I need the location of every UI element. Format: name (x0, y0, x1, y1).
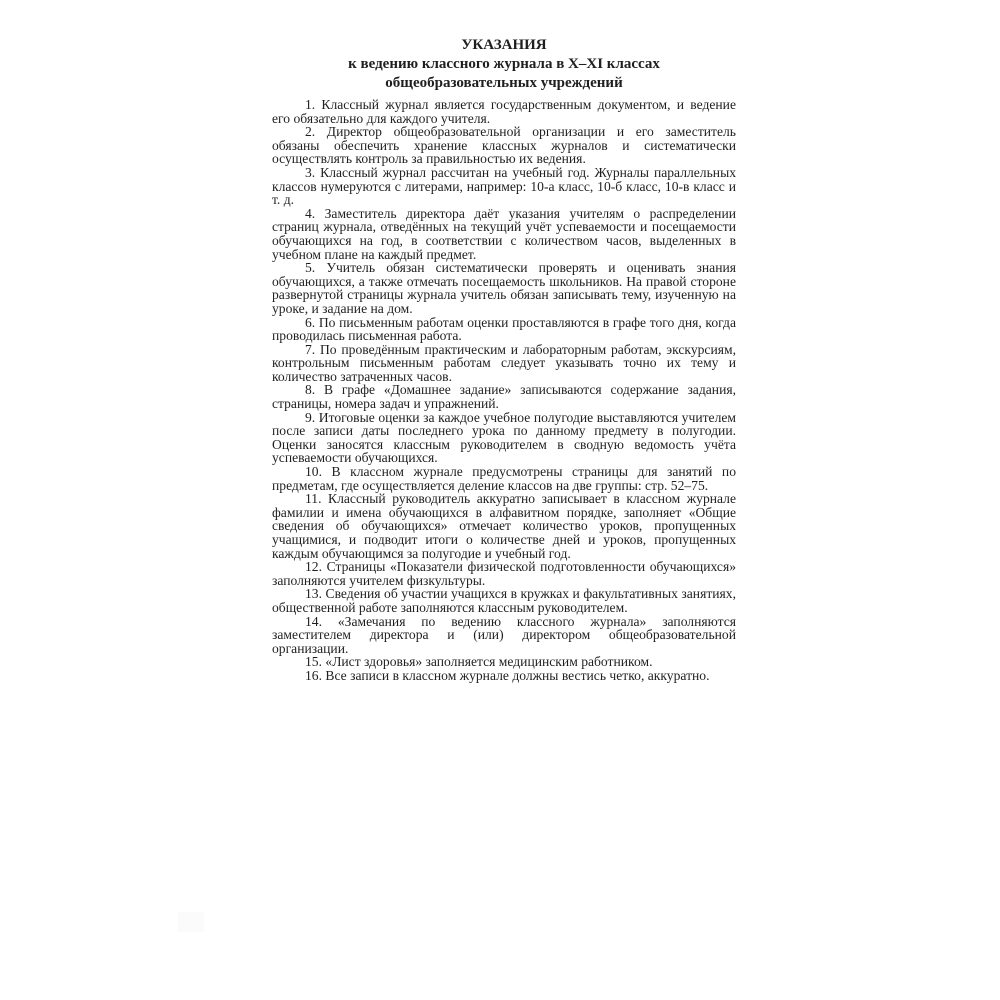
numbered-paragraph: 14. «Замечания по ведению классного журнала» заполняются заместителем директора и (или) директором общеобразовательной организации. (272, 613, 736, 656)
scan-smudge (178, 912, 204, 932)
numbered-paragraph: 7. По проведённым практическим и лабораторным работам, экскурсиям, контрольным письменным работам следует указывать точно их тему и количество затраченных часов. (272, 341, 736, 384)
numbered-paragraph: 9. Итоговые оценки за каждое учебное полугодие выставляются учителем после записи даты последнего урока по данному предмету в полугодии. Оценки заносятся классным руководителем в сводную ведомость учёта успеваемости обучающихся. (272, 409, 736, 466)
numbered-paragraph: 10. В классном журнале предусмотрены страницы для занятий по предметам, где осуществляется деление классов на две группы: стр. 52–75. (272, 464, 736, 493)
document-body (272, 98, 736, 683)
numbered-paragraph: 15. «Лист здоровья» заполняется медицинским работником. (305, 654, 653, 670)
title-line-2: к ведению классного журнала в X–XI классах (348, 56, 660, 72)
numbered-paragraph: 8. В графе «Домашнее задание» записываются содержание задания, страницы, номера задач и упражнений. (272, 382, 736, 412)
numbered-paragraph: 11. Классный руководитель аккуратно записывает в классном журнале фамилии и имена обучающихся в алфавитном порядке, заполняет «Общие сведения об обучающихся» отмечает количество уроков, пропущенных учащимися, и подводит итоги о количестве дней и уроков, пропущенных каждым обучающимся за полугодие и учебный год. (272, 491, 736, 561)
numbered-paragraph: 13. Сведения об участии учащихся в кружках и факультативных занятиях, общественной работе заполняются классным руководителем. (272, 586, 736, 615)
numbered-paragraph: 16. Все записи в классном журнале должны вестись четко, аккуратно. (305, 667, 710, 683)
numbered-paragraph: 6. По письменным работам оценки проставляются в графе того дня, когда проводилась письменная работа. (272, 314, 736, 344)
document (272, 36, 736, 683)
title-line-1: УКАЗАНИЯ (461, 37, 547, 53)
numbered-paragraph: 4. Заместитель директора даёт указания учителям о распределении страниц журнала, отведённых на текущий учёт успеваемости и посещаемости обучающихся на год, в соответствии с количеством часов, выделенных в учебном плане на каждый предмет. (272, 205, 736, 262)
numbered-paragraph: 3. Классный журнал рассчитан на учебный год. Журналы параллельных классов нумеруются с литерами, например: 10-а класс, 10-б класс, 10-в класс и т. д. (272, 164, 736, 208)
numbered-paragraph: 12. Страницы «Показатели физической подготовленности обучающихся» заполняются учителем физкультуры. (272, 559, 736, 588)
numbered-paragraph: 5. Учитель обязан систематически проверять и оценивать знания обучающихся, а также отмечать посещаемость школьников. На правой стороне развернутой страницы журнала учитель обязан записывать тему, изученную на уроке, и задание на дом. (272, 260, 736, 316)
document-title (272, 36, 736, 93)
title-line-3: общеобразовательных учреждений (385, 75, 623, 91)
numbered-paragraph: 2. Директор общеобразовательной организации и его заместитель обязаны обеспечить хранение классных журналов и систематически осуществлять контроль за правильностью их ведения. (272, 124, 736, 167)
numbered-paragraph: 1. Классный журнал является государственным документом, и ведение его обязательно для каждого учителя. (272, 97, 736, 126)
